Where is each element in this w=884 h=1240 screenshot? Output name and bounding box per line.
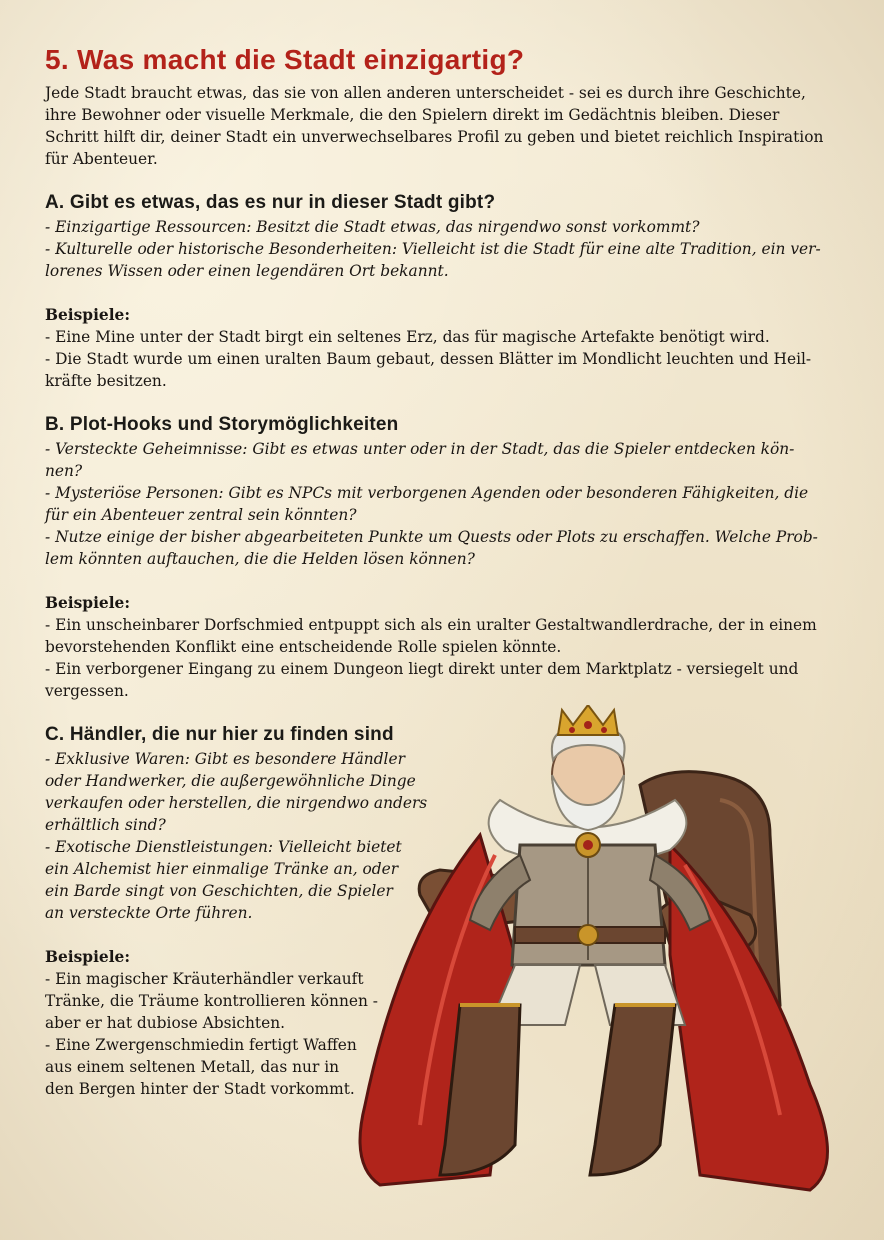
section-c-example: aus einem seltenen Metall, das nur in	[45, 1058, 340, 1076]
section-c-point: erhältlich sind?	[45, 816, 166, 834]
section-c-example: - Eine Zwergenschmiedin fertigt Waffen	[45, 1036, 357, 1054]
section-c-example: aber er hat dubiose Absichten.	[45, 1014, 286, 1032]
section-b-example: bevorstehenden Konflikt eine entscheidende Rolle spielen könnte.	[45, 638, 562, 656]
section-a-point: - Einzigartige Ressourcen: Besitzt die Stadt etwas, das nirgendwo sonst vorkommt?	[45, 218, 700, 236]
section-b-point: - Nutze einige der bisher abgearbeiteten Punkte um Quests oder Plots zu erschaffen. Welche Prob-	[45, 528, 818, 546]
section-a-example: - Eine Mine unter der Stadt birgt ein seltenes Erz, das für magische Artefakte benötigt wird.	[45, 328, 770, 346]
section-b-examples-label: Beispiele:	[45, 594, 131, 612]
page-title: 5. Was macht die Stadt einzigartig?	[45, 44, 525, 75]
section-a-point: lorenes Wissen oder einen legendären Ort bekannt.	[45, 262, 449, 280]
section-b	[45, 414, 845, 702]
section-c-example: den Bergen hinter der Stadt vorkommt.	[45, 1080, 355, 1098]
section-b-point: - Mysteriöse Personen: Gibt es NPCs mit verborgenen Agenden oder besonderen Fähigkeiten, die	[45, 484, 809, 502]
section-c-examples-label: Beispiele:	[45, 948, 131, 966]
intro-line: Jede Stadt braucht etwas, das sie von allen anderen unterscheidet - sei es durch ihre Geschichte,	[45, 84, 806, 102]
section-b-point: nen?	[45, 462, 83, 480]
section-a-heading: A. Gibt es etwas, das es nur in dieser Stadt gibt?	[45, 192, 496, 213]
section-b-example: vergessen.	[45, 682, 129, 700]
section-c-point: ein Barde singt von Geschichten, die Spieler	[45, 882, 393, 900]
section-a	[45, 192, 845, 392]
section-c-point: verkaufen oder herstellen, die nirgendwo anders	[45, 794, 428, 812]
section-b-point: lem könnten auftauchen, die die Helden lösen können?	[45, 550, 475, 568]
section-a-example: - Die Stadt wurde um einen uralten Baum gebaut, dessen Blätter im Mondlicht leuchten und Heil-	[45, 350, 812, 368]
section-b-example: - Ein unscheinbarer Dorfschmied entpuppt sich als ein uralter Gestaltwandlerdrache, der in einem	[45, 616, 817, 634]
section-a-point: - Kulturelle oder historische Besonderheiten: Vielleicht ist die Stadt für eine alte Tradition, ein ver-	[45, 240, 821, 258]
intro-line: ihre Bewohner oder visuelle Merkmale, die den Spielern direkt im Gedächtnis bleiben. Dieser	[45, 106, 780, 124]
section-c-point: ein Alchemist hier einmalige Tränke an, oder	[45, 860, 399, 878]
section-b-heading: B. Plot-Hooks und Storymöglichkeiten	[45, 414, 399, 435]
intro-line: Schritt hilft dir, deiner Stadt ein unverwechselbares Profil zu geben und bietet reichlich Inspiration	[45, 128, 824, 146]
section-b-point: für ein Abenteuer zentral sein könnten?	[45, 506, 357, 524]
section-c-point: oder Handwerker, die außergewöhnliche Dinge	[45, 772, 416, 790]
section-a-examples-label: Beispiele:	[45, 306, 131, 324]
intro-line: für Abenteuer.	[45, 150, 158, 168]
section-c-example: Tränke, die Träume kontrollieren können -	[45, 992, 378, 1010]
section-c-point: - Exklusive Waren: Gibt es besondere Händler	[45, 750, 405, 768]
section-b-example: - Ein verborgener Eingang zu einem Dungeon liegt direkt unter dem Marktplatz - versiegelt und	[45, 660, 799, 678]
king-on-throne-illustration	[340, 705, 850, 1225]
section-c-point: - Exotische Dienstleistungen: Vielleicht bietet	[45, 838, 402, 856]
section-b-point: - Versteckte Geheimnisse: Gibt es etwas unter oder in der Stadt, das die Spieler entdecken kön-	[45, 440, 795, 458]
intro-paragraph	[45, 82, 845, 170]
section-a-example: kräfte besitzen.	[45, 372, 167, 390]
section-c-point: an versteckte Orte führen.	[45, 904, 253, 922]
section-c-example: - Ein magischer Kräuterhändler verkauft	[45, 970, 364, 988]
section-c-heading: C. Händler, die nur hier zu finden sind	[45, 724, 394, 745]
